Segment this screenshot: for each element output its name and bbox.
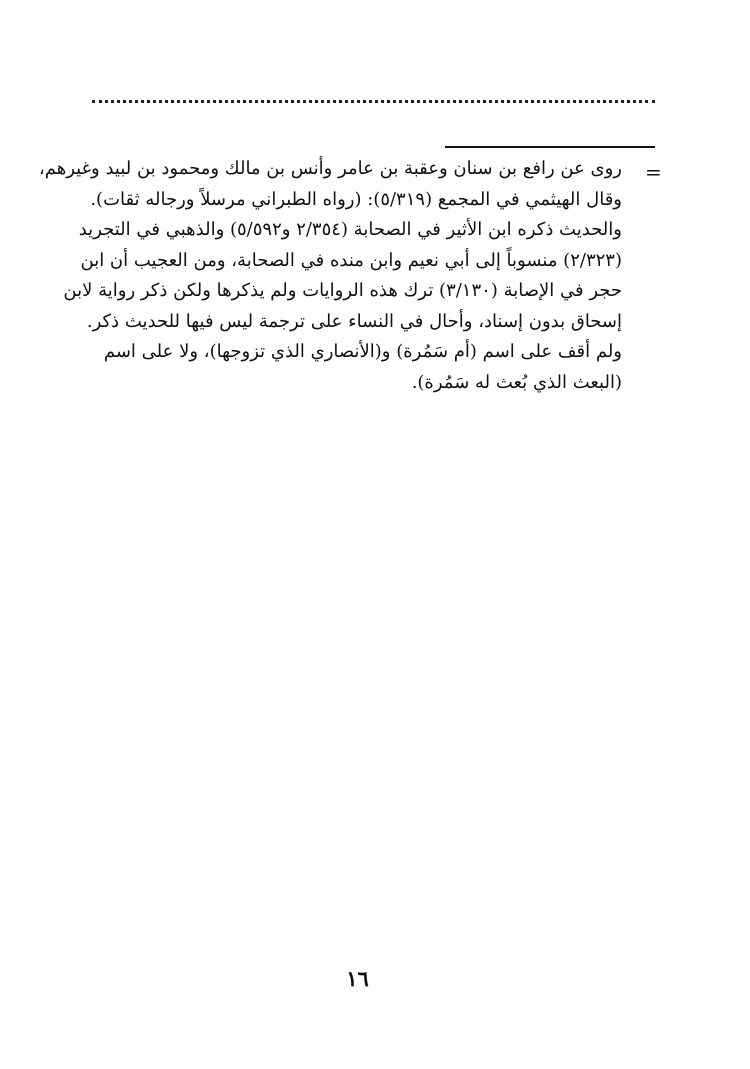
continuation-mark: =	[645, 160, 662, 184]
footnote-line: وقال الهيثمي في المجمع (٥/٣١٩): (رواه الطبراني مرسلاً ورجاله ثقات).	[90, 188, 622, 210]
footnote-line: والحديث ذكره ابن الأثير في الصحابة (٢/٣٥٤ و٥/٥٩٢) والذهبي في التجريد	[78, 219, 622, 240]
footnote-line: ولم أقف على اسم (أم سَمُرة) و(الأنصاري الذي تزوجها)، ولا على اسم	[103, 341, 622, 362]
footnote-line: روى عن رافع بن سنان وعقبة بن عامر وأنس بن مالك ومحمود بن لبيد وغيرهم،	[38, 158, 622, 179]
footnote-line: (٢/٣٢٣) منسوباً إلى أبي نعيم وابن منده في الصحابة، ومن العجيب أن ابن	[80, 249, 622, 271]
footnote-line: إسحاق بدون إسناد، وأحال في النساء على ترجمة ليس فيها للحديث ذكر.	[86, 310, 622, 332]
footnote-body	[38, 154, 622, 398]
dotted-separator	[92, 100, 655, 103]
footnote-separator-line	[445, 146, 655, 148]
page-number: ١٦	[346, 966, 369, 991]
footnote-line: حجر في الإصابة (٣/١٣٠) ترك هذه الروايات ولم يذكرها ولكن ذكر رواية لابن	[63, 280, 622, 301]
footnote-line: (البعث الذي بُعث له سَمُرة).	[411, 371, 622, 393]
